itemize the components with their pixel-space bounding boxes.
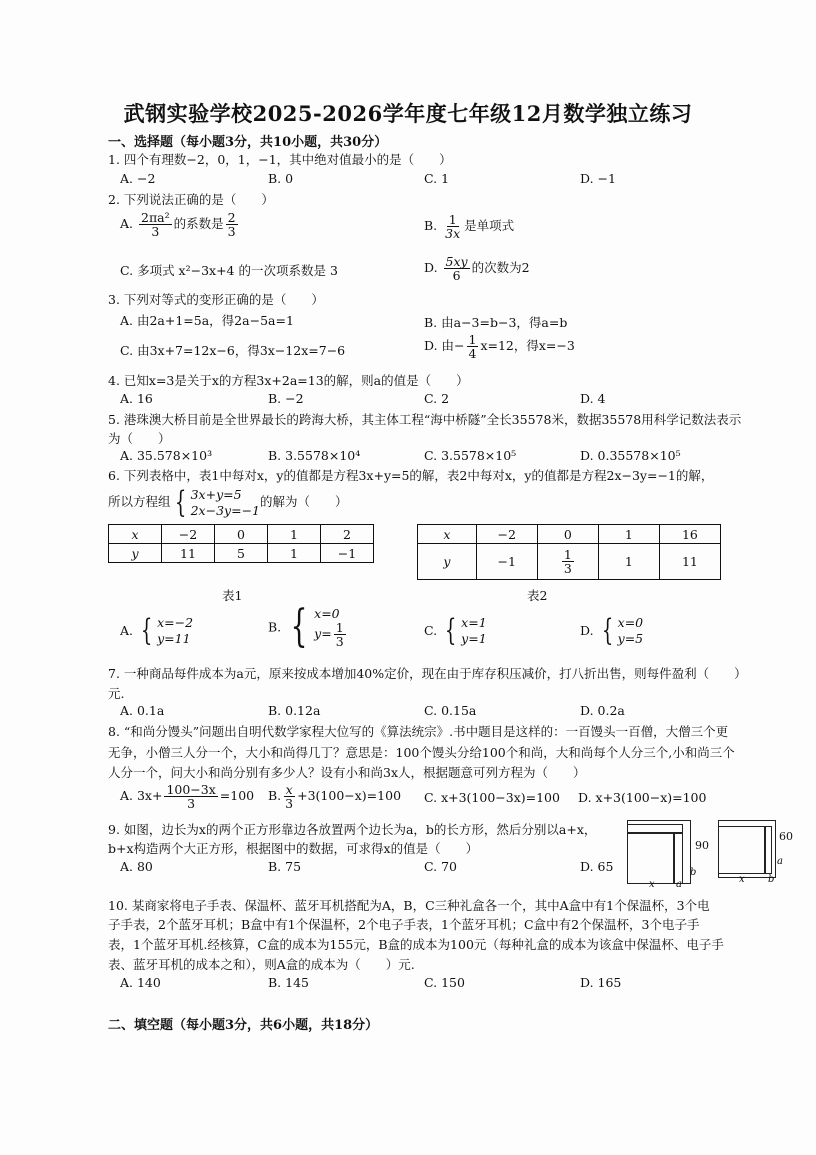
question-10-line1: 10. 某商家将电子手表、保温杯、蓝牙耳机搭配为A，B，C三种礼盒各一个，其中A盒中有1个保温杯，3个电 [108, 898, 710, 913]
q9-option-c: C. 70 [424, 859, 457, 874]
question-10-line3: 表，1个蓝牙耳机.经核算，C盒的成本为155元，B盒的成本为100元（每种礼盒的成本为该盒中保温杯、电子手 [108, 937, 724, 952]
q3-option-b: B. 由a−3=b−3，得a=b [424, 315, 568, 330]
q10-option-c: C. 150 [424, 975, 465, 990]
q7-option-b: B. 0.12a [268, 703, 321, 718]
fig2-label-60: 60 [779, 830, 793, 843]
fig1-rect-a [673, 832, 683, 884]
question-2-stem: 2. 下列说法正确的是（ ） [108, 192, 274, 207]
q6-option-d: D. { x=0 y=5 [580, 612, 644, 648]
q5-option-c: C. 3.5578×10⁵ [424, 448, 517, 463]
question-7-line2: 元. [108, 686, 125, 701]
question-8-line2: 无争，小僧三人分一个，大小和尚得几丁？意思是：100个馒头分给100个和尚，大和尚每个人分三个,小和尚三个 [108, 745, 735, 760]
table-1-caption: 表1 [222, 588, 243, 603]
table-1: x −2 0 1 2 y 11 5 1 −1 [108, 524, 374, 563]
question-9-line1: 9. 如图，边长为x的两个正方形靠边各放置两个边长为a，b的长方形，然后分别以a+x， [108, 822, 597, 837]
question-9-line2: b+x构造两个大正方形，根据图中的数据，可求得x的值是（ ） [108, 841, 479, 856]
fig1-label-b: b [690, 867, 697, 878]
q4-option-d: D. 4 [580, 391, 606, 406]
q8-option-c: C. x+3(100−3x)=100 [424, 790, 560, 805]
q3-option-a: A. 由2a+1=5a，得2a−5a=1 [120, 313, 294, 328]
question-6-line1: 6. 下列表格中，表1中每对x，y的值都是方程3x+y=5的解，表2中每对x，y的值都是方程2x−3y=−1的解， [108, 468, 714, 483]
fig2-square-x [718, 826, 766, 874]
question-8-line3: 人分一个，问大小和尚分别有多少人？设有小和尚3x人，根据题意可列方程为（ ） [108, 765, 586, 780]
q7-option-c: C. 0.15a [424, 703, 477, 718]
q10-option-b: B. 145 [268, 975, 309, 990]
fig1-label-x: x [649, 879, 655, 890]
fig2-label-a: a [777, 856, 783, 867]
q10-option-d: D. 165 [580, 975, 622, 990]
fig2-rect-a [764, 826, 772, 874]
q6-option-b: B. { x=0 y= $\frac{1}{3}$ [268, 601, 344, 652]
q2-option-b: B. $\frac{1}{3x}$ 是单项式 [424, 212, 515, 242]
q1-option-c: C. 1 [424, 171, 450, 186]
q2-option-a: A. $\frac{\text{2πa²}}{3}$ 的系数是 $\frac{2}{3}$ [120, 210, 236, 240]
question-5-line1: 5. 港珠澳大桥目前是全世界最长的跨海大桥，其主体工程“海中桥隧”全长35578米，数据35578用科学记数法表示 [108, 412, 742, 427]
question-10-line2: 子手表，2个蓝牙耳机；B盒中有1个保温杯，2个电子手表，1个蓝牙耳机；C盒中有2个保温杯，3个电子手 [108, 917, 700, 932]
question-1-stem: 1. 四个有理数−2，0，1，−1，其中绝对值最小的是（ ） [108, 152, 452, 167]
fig2-label-b: b [768, 874, 775, 885]
question-4-stem: 4. 已知x=3是关于x的方程3x+2a=13的解，则a的值是（ ） [108, 373, 469, 388]
q3-option-d: D. 由− $\frac{1}{4}$ x=12，得x=−3 [424, 332, 575, 362]
q5-option-a: A. 35.578×10³ [120, 448, 213, 463]
q7-option-d: D. 0.2a [580, 703, 625, 718]
q1-option-a: A. −2 [120, 171, 156, 186]
q10-option-a: A. 140 [120, 975, 161, 990]
q5-option-b: B. 3.5578×10⁴ [268, 448, 361, 463]
section-heading-choice: 一、选择题（每小题3分，共10小题，共30分） [108, 135, 388, 150]
fig1-square-x [627, 832, 675, 884]
fig1-label-a: a [676, 879, 682, 890]
question-10-line4: 表、蓝牙耳机的成本之和），则A盒的成本为（ ）元. [108, 957, 415, 972]
q2-option-c: C. 多项式 x²−3x+4 的一次项系数是 3 [120, 263, 338, 278]
q1-option-b: B. 0 [268, 171, 294, 186]
q7-option-a: A. 0.1a [120, 703, 165, 718]
fig1-label-90: 90 [695, 839, 709, 852]
table-2-caption: 表2 [527, 588, 548, 603]
q9-option-d: D. 65 [580, 859, 614, 874]
q6-option-c: C. { x=1 y=1 [424, 612, 487, 648]
q1-option-d: D. −1 [580, 171, 616, 186]
q8-option-d: D. x+3(100−x)=100 [578, 790, 707, 805]
q4-option-b: B. −2 [268, 391, 304, 406]
q8-option-a: A. 3x+ $\frac{100-3x}{3}$ =100 [120, 782, 255, 812]
section-heading-fill-in: 二、填空题（每小题3分，共6小题，共18分） [108, 1018, 379, 1033]
fig2-label-x: x [739, 874, 745, 885]
table-2: x −2 0 1 16 y −1 $\frac{1}{3}$ 1 11 [417, 524, 721, 580]
q4-option-c: C. 2 [424, 391, 450, 406]
page-title: 武钢实验学校2025-2026学年度七年级12月数学独立练习 [123, 101, 693, 126]
fig1-rect-b [627, 824, 683, 834]
q6-option-a: A. { x=−2 y=11 [120, 612, 194, 648]
q2-option-d: D. $\frac{5xy}{6}$ 的次数为2 [424, 254, 530, 284]
q9-option-a: A. 80 [120, 859, 153, 874]
question-7-line1: 7. 一种商品每件成本为a元，原来按成本增加40%定价，现在由于库存积压减价，打八折出售，则每件盈利（ ） [108, 666, 747, 681]
question-6-line2: 所以方程组 { 3x+y=5 2x−3y=−1 的解为（ ） [108, 484, 348, 520]
q3-option-c: C. 由3x+7=12x−6，得3x−12x=7−6 [120, 343, 346, 358]
q5-option-d: D. 0.35578×10⁵ [580, 448, 681, 463]
q4-option-a: A. 16 [120, 391, 153, 406]
q8-option-b: B. $\frac{x}{3}$ +3(100−x)=100 [268, 782, 402, 812]
q9-option-b: B. 75 [268, 859, 302, 874]
question-3-stem: 3. 下列对等式的变形正确的是（ ） [108, 292, 324, 307]
question-5-line2: 为（ ） [108, 431, 171, 446]
question-8-line1: 8. “和尚分馒头”问题出自明代数学家程大位写的《算法统宗》.书中题目是这样的：一百馒头一百僧，大僧三个更 [108, 724, 729, 739]
